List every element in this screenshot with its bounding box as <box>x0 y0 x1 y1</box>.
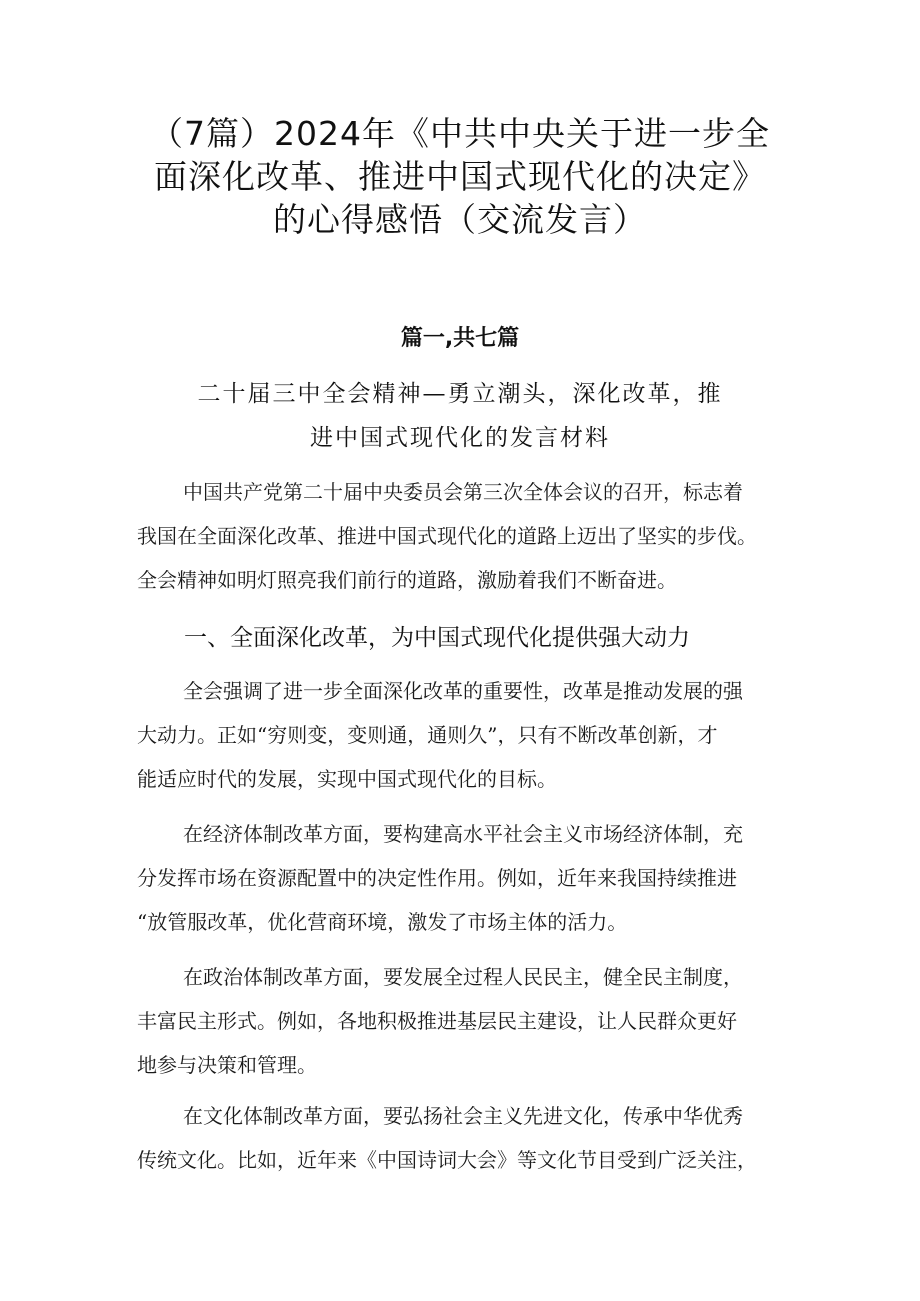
intro-line-2: 我国在全面深化改革、推进中国式现代化的道路上迈出了坚实的步伐。 <box>137 524 757 548</box>
title-line-1: （7篇）2024年《中共中央关于进一步全 <box>150 114 770 153</box>
para3-line-1: 在政治体制改革方面，要发展全过程人民民主，健全民主制度， <box>183 965 743 989</box>
para1-line-1: 全会强调了进一步全面深化改革的重要性，改革是推动发展的强 <box>183 679 743 703</box>
para1-line-2: 大动力。正如“穷则变，变则通，通则久”，只有不断改革创新，才 <box>137 723 718 747</box>
paragraph-3 <box>137 955 797 1087</box>
subtitle-line-1: 二十届三中全会精神—勇立潮头，深化改革，推 <box>197 381 723 407</box>
intro-paragraph <box>137 470 797 602</box>
para3-line-3: 地参与决策和管理。 <box>137 1053 317 1077</box>
title-line-2: 面深化改革、推进中国式现代化的决定》 <box>154 157 766 196</box>
part-label: 篇一,共七篇 <box>400 326 520 351</box>
para1-line-3: 能适应时代的发展，实现中国式现代化的目标。 <box>137 767 557 791</box>
para2-line-2: 分发挥市场在资源配置中的决定性作用。例如，近年来我国持续推进 <box>137 866 737 890</box>
document-title <box>110 112 810 241</box>
para4-line-2: 传统文化。比如，近年来《中国诗词大会》等文化节目受到广泛关注， <box>137 1148 757 1172</box>
para2-line-1: 在经济体制改革方面，要构建高水平社会主义市场经济体制，充 <box>183 822 743 846</box>
paragraph-2 <box>137 812 797 944</box>
title-line-3: 的心得感悟（交流发言） <box>273 200 647 239</box>
paragraph-1 <box>137 669 797 801</box>
section-heading: 一、全面深化改革，为中国式现代化提供强大动力 <box>184 625 690 651</box>
subtitle-line-2: 进中国式现代化的发言材料 <box>310 425 610 451</box>
para2-line-3: “放管服改革，优化营商环境，激发了市场主体的活力。 <box>137 910 628 934</box>
intro-line-1: 中国共产党第二十届中央委员会第三次全体会议的召开，标志着 <box>183 480 743 504</box>
intro-line-3: 全会精神如明灯照亮我们前行的道路，激励着我们不断奋进。 <box>137 568 677 592</box>
para4-line-1: 在文化体制改革方面，要弘扬社会主义先进文化，传承中华优秀 <box>183 1104 743 1128</box>
para3-line-2: 丰富民主形式。例如，各地积极推进基层民主建设，让人民群众更好 <box>137 1009 737 1033</box>
paragraph-4 <box>137 1094 797 1182</box>
section-subtitle <box>120 372 800 460</box>
